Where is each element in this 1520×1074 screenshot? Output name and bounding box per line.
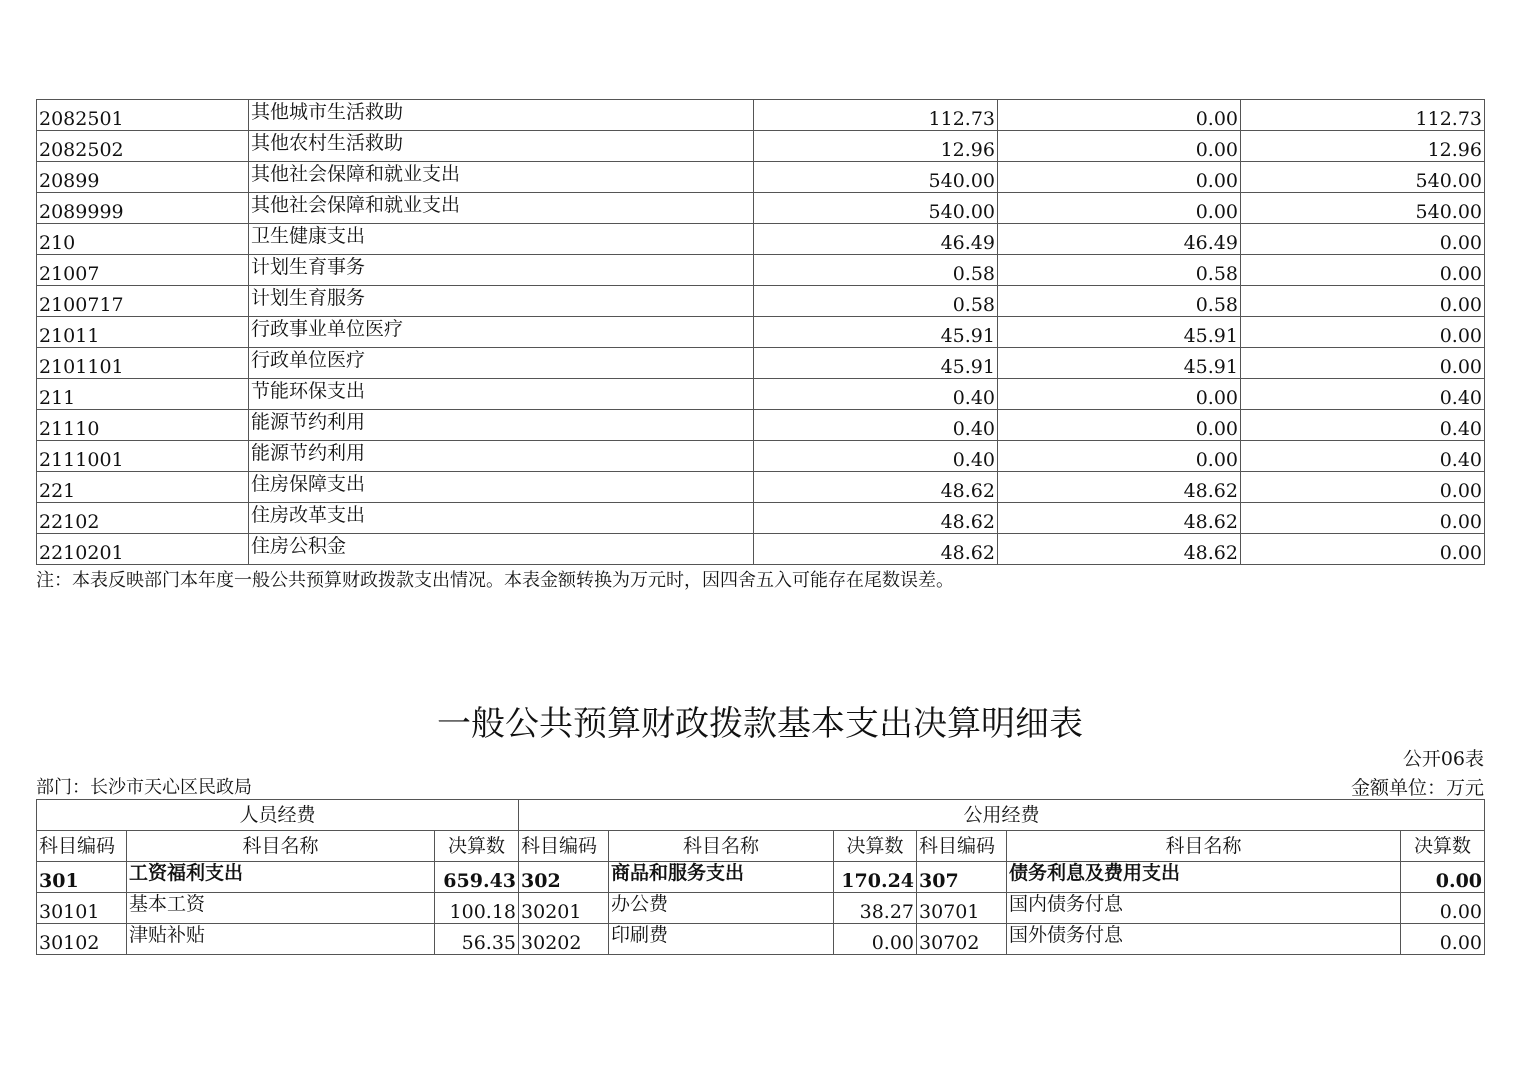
cell-project-value: 112.73 (1241, 100, 1485, 131)
cell-name: 能源节约利用 (249, 441, 754, 472)
table-row (37, 534, 1485, 565)
column-header: 科目编码 (519, 831, 609, 862)
table-row (37, 317, 1485, 348)
cell-basic-value: 45.91 (998, 348, 1241, 379)
cell-total-value: 0.58 (754, 255, 998, 286)
cell-name: 基本工资 (127, 893, 435, 924)
cell-name: 商品和服务支出 (609, 862, 834, 893)
table-row (37, 379, 1485, 410)
cell-name: 办公费 (609, 893, 834, 924)
column-header-row (37, 831, 1485, 862)
cell-code: 2089999 (37, 193, 249, 224)
cell-project-value: 0.00 (1241, 348, 1485, 379)
cell-basic-value: 48.62 (998, 503, 1241, 534)
cell-code: 221 (37, 472, 249, 503)
cell-amount: 100.18 (435, 893, 519, 924)
cell-code: 30102 (37, 924, 127, 955)
cell-basic-value: 46.49 (998, 224, 1241, 255)
cell-total-value: 45.91 (754, 348, 998, 379)
cell-project-value: 0.00 (1241, 503, 1485, 534)
cell-code: 21007 (37, 255, 249, 286)
table-row (37, 100, 1485, 131)
cell-name: 国外债务付息 (1007, 924, 1401, 955)
cell-basic-value: 45.91 (998, 317, 1241, 348)
cell-basic-value: 0.00 (998, 193, 1241, 224)
column-header: 科目编码 (37, 831, 127, 862)
cell-total-value: 0.58 (754, 286, 998, 317)
cell-code: 210 (37, 224, 249, 255)
cell-name: 其他社会保障和就业支出 (249, 162, 754, 193)
cell-name: 卫生健康支出 (249, 224, 754, 255)
cell-amount: 0.00 (834, 924, 917, 955)
cell-name: 住房改革支出 (249, 503, 754, 534)
table-row (37, 193, 1485, 224)
cell-basic-value: 0.00 (998, 100, 1241, 131)
cell-total-value: 12.96 (754, 131, 998, 162)
column-header: 决算数 (834, 831, 917, 862)
cell-name: 其他城市生活救助 (249, 100, 754, 131)
cell-name: 印刷费 (609, 924, 834, 955)
cell-name: 住房保障支出 (249, 472, 754, 503)
cell-name: 其他社会保障和就业支出 (249, 193, 754, 224)
cell-amount: 0.00 (1401, 924, 1485, 955)
cell-basic-value: 0.58 (998, 286, 1241, 317)
cell-basic-value: 48.62 (998, 472, 1241, 503)
column-header: 科目名称 (1007, 831, 1401, 862)
table-row (37, 410, 1485, 441)
amount-unit-label: 金额单位：万元 (1350, 777, 1484, 799)
cell-code: 302 (519, 862, 609, 893)
cell-name: 计划生育服务 (249, 286, 754, 317)
cell-amount: 170.24 (834, 862, 917, 893)
cell-amount: 0.00 (1401, 893, 1485, 924)
cell-name: 津贴补贴 (127, 924, 435, 955)
cell-code: 2100717 (37, 286, 249, 317)
cell-code: 30202 (519, 924, 609, 955)
cell-code: 2210201 (37, 534, 249, 565)
table-row (37, 286, 1485, 317)
table-row (37, 503, 1485, 534)
cell-project-value: 0.00 (1241, 255, 1485, 286)
cell-total-value: 540.00 (754, 162, 998, 193)
cell-total-value: 48.62 (754, 503, 998, 534)
cell-project-value: 0.40 (1241, 410, 1485, 441)
cell-basic-value: 0.00 (998, 162, 1241, 193)
cell-project-value: 0.00 (1241, 286, 1485, 317)
table-row (37, 924, 1485, 955)
group-header-row (37, 800, 1485, 831)
cell-project-value: 12.96 (1241, 131, 1485, 162)
group-header-personnel: 人员经费 (37, 800, 519, 831)
table-row (37, 255, 1485, 286)
cell-code: 30101 (37, 893, 127, 924)
cell-total-value: 0.40 (754, 379, 998, 410)
cell-project-value: 0.00 (1241, 472, 1485, 503)
basic-expenditure-detail-table (36, 799, 1485, 955)
cell-total-value: 0.40 (754, 410, 998, 441)
cell-code: 30201 (519, 893, 609, 924)
cell-amount: 38.27 (834, 893, 917, 924)
cell-name: 行政事业单位医疗 (249, 317, 754, 348)
table-row (37, 862, 1485, 893)
table-row (37, 441, 1485, 472)
cell-code: 2111001 (37, 441, 249, 472)
group-header-public: 公用经费 (519, 800, 1485, 831)
cell-basic-value: 0.00 (998, 131, 1241, 162)
table-row (37, 348, 1485, 379)
column-header: 科目名称 (609, 831, 834, 862)
cell-code: 20899 (37, 162, 249, 193)
cell-code: 2082502 (37, 131, 249, 162)
cell-basic-value: 0.00 (998, 410, 1241, 441)
cell-basic-value: 0.00 (998, 379, 1241, 410)
column-header: 决算数 (435, 831, 519, 862)
cell-total-value: 48.62 (754, 534, 998, 565)
cell-project-value: 540.00 (1241, 193, 1485, 224)
page-title: 一般公共预算财政拨款基本支出决算明细表 (437, 704, 1083, 744)
cell-total-value: 0.40 (754, 441, 998, 472)
cell-name: 能源节约利用 (249, 410, 754, 441)
cell-name: 国内债务付息 (1007, 893, 1401, 924)
cell-code: 307 (917, 862, 1007, 893)
cell-amount: 0.00 (1401, 862, 1485, 893)
cell-project-value: 0.00 (1241, 534, 1485, 565)
cell-code: 30702 (917, 924, 1007, 955)
cell-name: 债务利息及费用支出 (1007, 862, 1401, 893)
cell-name: 计划生育事务 (249, 255, 754, 286)
table-row (37, 224, 1485, 255)
cell-total-value: 46.49 (754, 224, 998, 255)
cell-total-value: 48.62 (754, 472, 998, 503)
expenditure-table (36, 99, 1485, 565)
column-header: 科目名称 (127, 831, 435, 862)
cell-code: 211 (37, 379, 249, 410)
cell-project-value: 0.00 (1241, 224, 1485, 255)
cell-name: 工资福利支出 (127, 862, 435, 893)
cell-code: 21110 (37, 410, 249, 441)
column-header: 科目编码 (917, 831, 1007, 862)
cell-total-value: 540.00 (754, 193, 998, 224)
cell-name: 住房公积金 (249, 534, 754, 565)
cell-basic-value: 0.58 (998, 255, 1241, 286)
cell-project-value: 540.00 (1241, 162, 1485, 193)
cell-total-value: 45.91 (754, 317, 998, 348)
table-row (37, 472, 1485, 503)
cell-name: 其他农村生活救助 (249, 131, 754, 162)
cell-project-value: 0.00 (1241, 317, 1485, 348)
cell-code: 2101101 (37, 348, 249, 379)
cell-name: 行政单位医疗 (249, 348, 754, 379)
table-note: 注：本表反映部门本年度一般公共预算财政拨款支出情况。本表金额转换为万元时，因四舍五入可能存在尾数误差。 (36, 570, 954, 591)
table-row (37, 893, 1485, 924)
cell-code: 22102 (37, 503, 249, 534)
cell-basic-value: 0.00 (998, 441, 1241, 472)
cell-code: 30701 (917, 893, 1007, 924)
table-row (37, 162, 1485, 193)
table-row (37, 131, 1485, 162)
column-header: 决算数 (1401, 831, 1485, 862)
cell-total-value: 112.73 (754, 100, 998, 131)
cell-project-value: 0.40 (1241, 379, 1485, 410)
form-number: 公开06表 (1402, 748, 1484, 770)
cell-name: 节能环保支出 (249, 379, 754, 410)
cell-code: 301 (37, 862, 127, 893)
cell-amount: 659.43 (435, 862, 519, 893)
cell-amount: 56.35 (435, 924, 519, 955)
department-label: 部门：长沙市天心区民政局 (36, 777, 252, 798)
cell-code: 2082501 (37, 100, 249, 131)
cell-basic-value: 48.62 (998, 534, 1241, 565)
cell-project-value: 0.40 (1241, 441, 1485, 472)
cell-code: 21011 (37, 317, 249, 348)
